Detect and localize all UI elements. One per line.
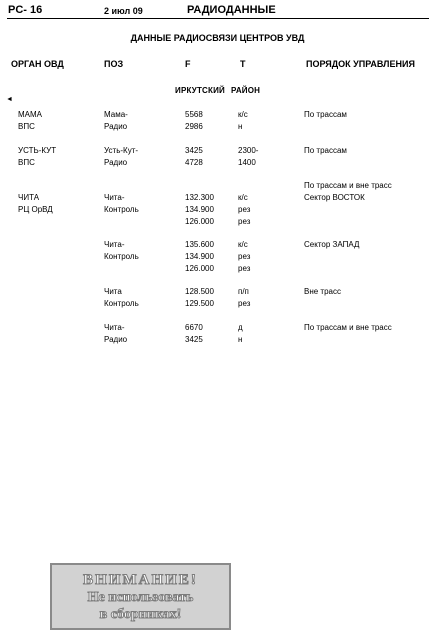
row-5-time: п/п рез [238,287,251,308]
row-2-organ: УСТЬ-КУТ ВПС [18,146,57,167]
change-marker-icon: ◄ [6,96,13,103]
row-3-frequency: 132.300 134.900 126.000 [185,193,214,226]
row-1-order: По трассам [304,110,347,119]
header-date: 2 июл 09 [104,6,143,16]
row-1-frequency: 5568 2986 [185,110,203,131]
row-3-time: к/с рез рез [238,193,251,226]
row-1-organ: МАМА ВПС [18,110,42,131]
row-2-poz: Усть-Кут- Радио [104,146,139,167]
stamp-line-2: Не использовать [87,590,194,605]
row-1-poz: Мама- Радио [104,110,128,131]
row-6-order: По трассам и вне трасс [304,323,392,332]
warning-stamp [50,563,231,630]
stamp-line-3: в сборниках! [99,607,182,622]
row-6-poz: Чита- Радио [104,323,128,344]
row-4-time: к/с рез рез [238,240,251,273]
column-header-organ: ОРГАН ОВД [11,59,64,69]
region-heading [175,86,260,95]
row-4-poz: Чита- Контроль [104,240,139,261]
row-6-time: д н [238,323,243,344]
row-3-poz: Чита- Контроль [104,193,139,214]
row-5-order: Вне трасс [304,287,341,296]
region-word-2: РАЙОН [231,86,261,95]
column-header-order: ПОРЯДОК УПРАВЛЕНИЯ [306,59,415,69]
row-1-time: к/с н [238,110,248,131]
header-code: PC- 16 [8,4,43,16]
row-6-frequency: 6670 3425 [185,323,203,344]
row-2-frequency: 3425 4728 [185,146,203,167]
column-header-t: T [240,59,246,69]
region-word-1: ИРКУТСКИЙ [175,86,225,95]
row-3-organ: ЧИТА РЦ ОрВД [18,193,53,214]
stamp-line-1: ВНИМАНИЕ! [83,572,198,588]
column-header-f: F [185,59,191,69]
row-2-order: По трассам [304,146,347,155]
row-5-frequency: 128.500 129.500 [185,287,214,308]
document-title: ДАННЫЕ РАДИОСВЯЗИ ЦЕНТРОВ УВД [130,33,305,43]
row-5-poz: Чита Контроль [104,287,139,308]
row-3-order: По трассам и вне трасс Сектор ВОСТОК [304,181,392,202]
header-rule [7,18,429,19]
row-4-order: Сектор ЗАПАД [304,240,360,249]
row-4-frequency: 135.600 134.900 126.000 [185,240,214,273]
header-title: РАДИОДАННЫЕ [187,4,276,16]
column-header-poz: ПОЗ [104,59,124,69]
row-2-time: 2300- 1400 [238,146,259,167]
